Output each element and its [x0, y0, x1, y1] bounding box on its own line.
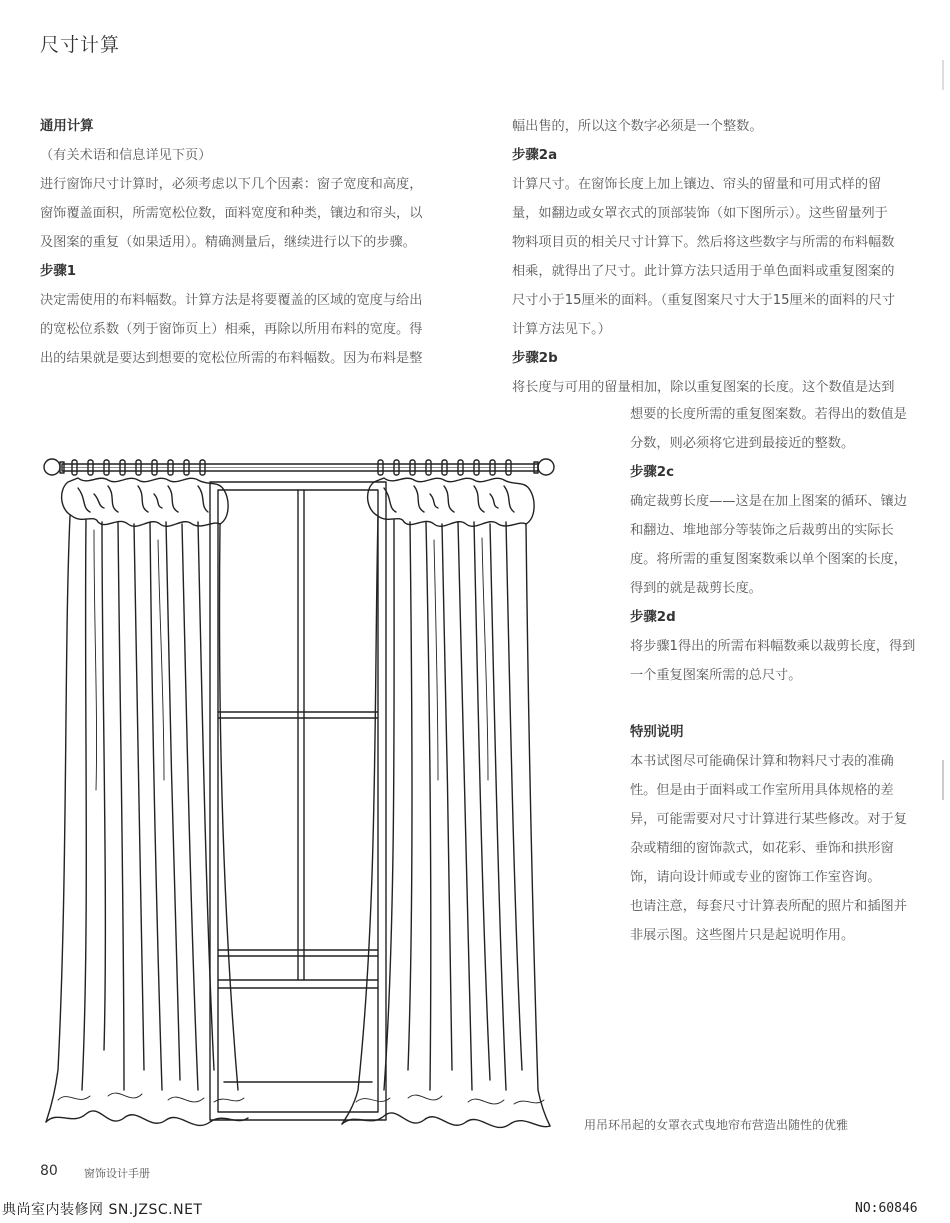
intro-line: 及图案的重复（如果适用）。精确测量后，继续进行以下的步骤。 — [40, 235, 416, 250]
terms-note: （有关术语和信息详见下页） — [40, 148, 212, 163]
right-column-narrow — [630, 400, 940, 690]
special-note-line: 性。但是由于面料或工作室所用具体规格的差 — [630, 783, 894, 798]
page-title: 尺寸计算 — [40, 34, 121, 56]
step2b-heading: 步骤2b — [512, 351, 558, 366]
special-note-line: 也请注意，每套尺寸计算表所配的照片和插图并 — [630, 899, 907, 914]
watermark-site: 典尚室内装修网 SN.JZSC.NET — [2, 1202, 203, 1218]
step2a-heading: 步骤2a — [512, 148, 558, 163]
step2b-line: 想要的长度所需的重复图案数。若得出的数值是 — [630, 407, 907, 422]
right-column — [512, 112, 940, 402]
special-note-heading: 特别说明 — [630, 725, 684, 740]
intro-line: 窗饰覆盖面积，所需宽松位数，面料宽度和种类，镶边和帘头，以 — [40, 206, 423, 221]
illustration-caption: 用吊环吊起的女罩衣式曳地帘布营造出随性的优雅 — [584, 1118, 849, 1132]
step1-line: 决定需使用的布料幅数。计算方法是将要覆盖的区域的宽度与给出 — [40, 293, 423, 308]
page-edge-mark — [942, 60, 944, 90]
special-note-line: 饰，请向设计师或专业的窗饰工作室咨询。 — [630, 870, 881, 885]
page-edge-mark — [942, 760, 944, 800]
step2a-line: 物料项目页的相关尺寸计算下。然后将这些数字与所需的布料幅数 — [512, 235, 895, 250]
special-note-line: 本书试图尽可能确保计算和物料尺寸表的准确 — [630, 754, 894, 769]
step2a-line: 量，如翻边或女罩衣式的顶部装饰（如下图所示）。这些留量列于 — [512, 206, 888, 221]
window-frame — [210, 482, 386, 1120]
step2d-heading: 步骤2d — [630, 610, 676, 625]
right-curtain-heading — [368, 478, 534, 526]
step2b-line: 将长度与可用的留量相加，除以重复图案的长度。这个数值是达到 — [512, 380, 895, 395]
general-calc-heading: 通用计算 — [40, 119, 94, 134]
step2a-line: 尺寸小于15厘米的面料。（重复图案尺寸大于15厘米的面料的尺寸 — [512, 293, 896, 308]
step2b-line: 分数，则必须将它进到最接近的整数。 — [630, 436, 855, 451]
step1-line: 的宽松位系数（列于窗饰页上）相乘，再除以所用布料的宽度。得 — [40, 322, 423, 337]
step2d-line: 一个重复图案所需的总尺寸。 — [630, 668, 802, 683]
special-note-line: 异，可能需要对尺寸计算进行某些修改。对于复 — [630, 812, 907, 827]
step1-heading: 步骤1 — [40, 264, 77, 279]
special-note-line: 非展示图。这些图片只是起说明作用。 — [630, 928, 855, 943]
book-title: 窗饰设计手册 — [84, 1167, 150, 1180]
step2c-line: 得到的就是裁剪长度。 — [630, 581, 762, 596]
special-note-line: 杂或精细的窗饰款式，如花彩、垂饰和拱形窗 — [630, 841, 894, 856]
special-note — [630, 718, 942, 950]
curtain-window-illustration — [38, 450, 558, 1140]
left-curtain-heading — [62, 478, 228, 526]
continued-line: 幅出售的，所以这个数字必须是一个整数。 — [512, 119, 763, 134]
step2a-line: 计算尺寸。在窗饰长度上加上镶边、帘头的留量和可用式样的留 — [512, 177, 882, 192]
step2c-line: 度。将所需的重复图案数乘以单个图案的长度， — [630, 552, 907, 567]
step2d-line: 将步骤1得出的所需布料幅数乘以裁剪长度，得到 — [630, 639, 916, 654]
watermark-number: NO:60846 — [855, 1201, 918, 1216]
step2a-line: 相乘，就得出了尺寸。此计算方法只适用于单色面料或重复图案的 — [512, 264, 895, 279]
step2c-line: 和翻边、堆地部分等装饰之后裁剪出的实际长 — [630, 523, 894, 538]
step2a-line: 计算方法见下。） — [512, 322, 611, 337]
left-column — [40, 112, 470, 373]
step2c-line: 确定裁剪长度——这是在加上图案的循环、镶边 — [630, 494, 907, 509]
intro-line: 进行窗饰尺寸计算时，必须考虑以下几个因素：窗子宽度和高度， — [40, 177, 423, 192]
right-curtain-panel — [342, 516, 550, 1127]
step2c-heading: 步骤2c — [630, 465, 675, 480]
page-number: 80 — [40, 1163, 58, 1179]
step1-line: 出的结果就是要达到想要的宽松位所需的布料幅数。因为布料是整 — [40, 351, 423, 366]
